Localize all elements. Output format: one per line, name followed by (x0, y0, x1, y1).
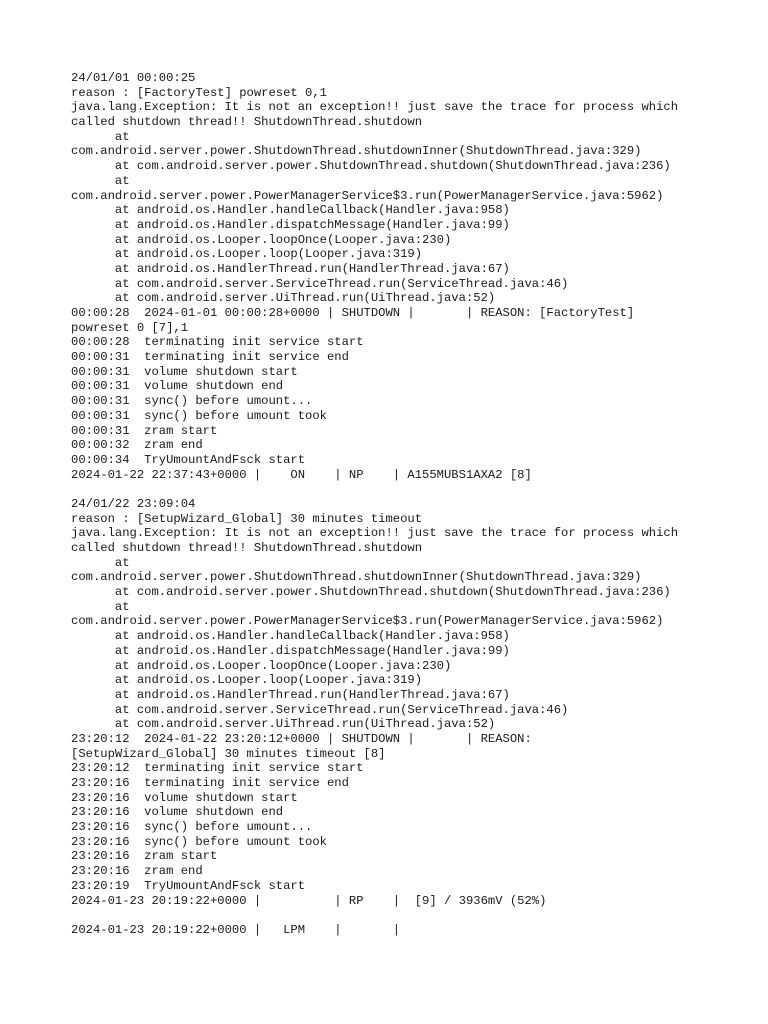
log-line: 2024-01-23 20:19:22+0000 | LPM | | (71, 922, 401, 937)
log-line: 00:00:31 zram start (71, 423, 218, 438)
log-line: 00:00:31 sync() before umount took (71, 408, 327, 423)
log-line: at android.os.Handler.handleCallback(Handler.java:958) (71, 629, 510, 644)
log-line: at (71, 555, 130, 570)
log-line: 00:00:31 sync() before umount... (71, 394, 313, 409)
log-line: 00:00:31 volume shutdown start (71, 364, 298, 379)
log-line: at android.os.Handler.dispatchMessage(Handler.java:99) (71, 217, 510, 232)
log-line: 00:00:31 volume shutdown end (71, 379, 284, 394)
log-line: 00:00:28 terminating init service start (71, 335, 364, 350)
log-line: at android.os.Looper.loopOnce(Looper.java:230) (71, 658, 452, 673)
log-line: reason : [FactoryTest] powreset 0,1 (71, 85, 327, 100)
log-line: java.lang.Exception: It is not an exception!! just save the trace for process which (71, 526, 679, 541)
log-line: at (71, 599, 130, 614)
log-line: 23:20:19 TryUmountAndFsck start (71, 878, 306, 893)
log-line: 23:20:16 terminating init service end (71, 776, 349, 790)
log-line: com.android.server.power.PowerManagerService$3.run(PowerManagerService.java:5962) (71, 188, 664, 203)
log-line: 24/01/22 23:09:04 (71, 496, 196, 511)
log-line: at com.android.server.ServiceThread.run(ServiceThread.java:46) (71, 702, 569, 717)
log-line: at com.android.server.power.ShutdownThread.shutdown(ShutdownThread.java:236) (71, 159, 671, 174)
log-line: at android.os.Handler.handleCallback(Handler.java:958) (71, 203, 510, 218)
log-blank-line (71, 482, 711, 497)
log-line: called shutdown thread!! ShutdownThread.shutdown (71, 541, 423, 555)
log-line: at (71, 129, 130, 144)
log-line: com.android.server.power.ShutdownThread.shutdownInner(ShutdownThread.java:329) (71, 144, 642, 159)
log-blank-line (71, 908, 711, 923)
log-line: com.android.server.power.PowerManagerService$3.run(PowerManagerService.java:5962) (71, 614, 664, 629)
log-line: 24/01/01 00:00:25 (71, 71, 196, 85)
log-line: 00:00:28 2024-01-01 00:00:28+0000 | SHUTDOWN | | REASON: [FactoryTest] (71, 306, 635, 320)
log-line: 23:20:16 zram end (71, 864, 203, 879)
log-line: at com.android.server.ServiceThread.run(ServiceThread.java:46) (71, 276, 569, 291)
log-line: 23:20:16 zram start (71, 849, 218, 864)
log-line: java.lang.Exception: It is not an exception!! just save the trace for process which (71, 100, 679, 115)
log-line: 23:20:12 terminating init service start (71, 761, 364, 776)
log-line: 23:20:16 sync() before umount... (71, 820, 313, 835)
log-line: at android.os.Looper.loopOnce(Looper.java:230) (71, 232, 452, 247)
log-line: 00:00:31 terminating init service end (71, 350, 349, 365)
log-line: reason : [SetupWizard_Global] 30 minutes timeout (71, 511, 423, 526)
log-line: at android.os.Looper.loop(Looper.java:319) (71, 673, 423, 688)
log-line: 2024-01-22 22:37:43+0000 | ON | NP | A155MUBS1AXA2 [8] (71, 467, 532, 482)
log-line: 23:20:16 volume shutdown start (71, 790, 298, 805)
log-line: 23:20:16 sync() before umount took (71, 834, 327, 849)
log-line: at android.os.Looper.loop(Looper.java:319) (71, 247, 423, 262)
log-line: powreset 0 [7],1 (71, 320, 189, 335)
log-line: at com.android.server.UiThread.run(UiThread.java:52) (71, 717, 496, 732)
log-line: [SetupWizard_Global] 30 minutes timeout [8] (71, 746, 386, 761)
log-document (71, 71, 711, 938)
log-line: 23:20:16 volume shutdown end (71, 805, 284, 820)
log-line: called shutdown thread!! ShutdownThread.shutdown (71, 115, 423, 130)
log-line: 2024-01-23 20:19:22+0000 | | RP | [9] / 3936mV (52%) (71, 893, 547, 908)
log-line: com.android.server.power.ShutdownThread.shutdownInner(ShutdownThread.java:329) (71, 570, 642, 585)
log-line: at (71, 173, 130, 188)
log-line: 00:00:34 TryUmountAndFsck start (71, 452, 306, 467)
log-line: at android.os.Handler.dispatchMessage(Handler.java:99) (71, 643, 510, 658)
log-line: 00:00:32 zram end (71, 438, 203, 453)
log-line: at android.os.HandlerThread.run(HandlerThread.java:67) (71, 687, 510, 702)
log-line: 23:20:12 2024-01-22 23:20:12+0000 | SHUTDOWN | | REASON: (71, 731, 532, 746)
log-line: at com.android.server.power.ShutdownThread.shutdown(ShutdownThread.java:236) (71, 585, 671, 600)
log-line: at com.android.server.UiThread.run(UiThread.java:52) (71, 291, 496, 306)
log-line: at android.os.HandlerThread.run(HandlerThread.java:67) (71, 261, 510, 276)
